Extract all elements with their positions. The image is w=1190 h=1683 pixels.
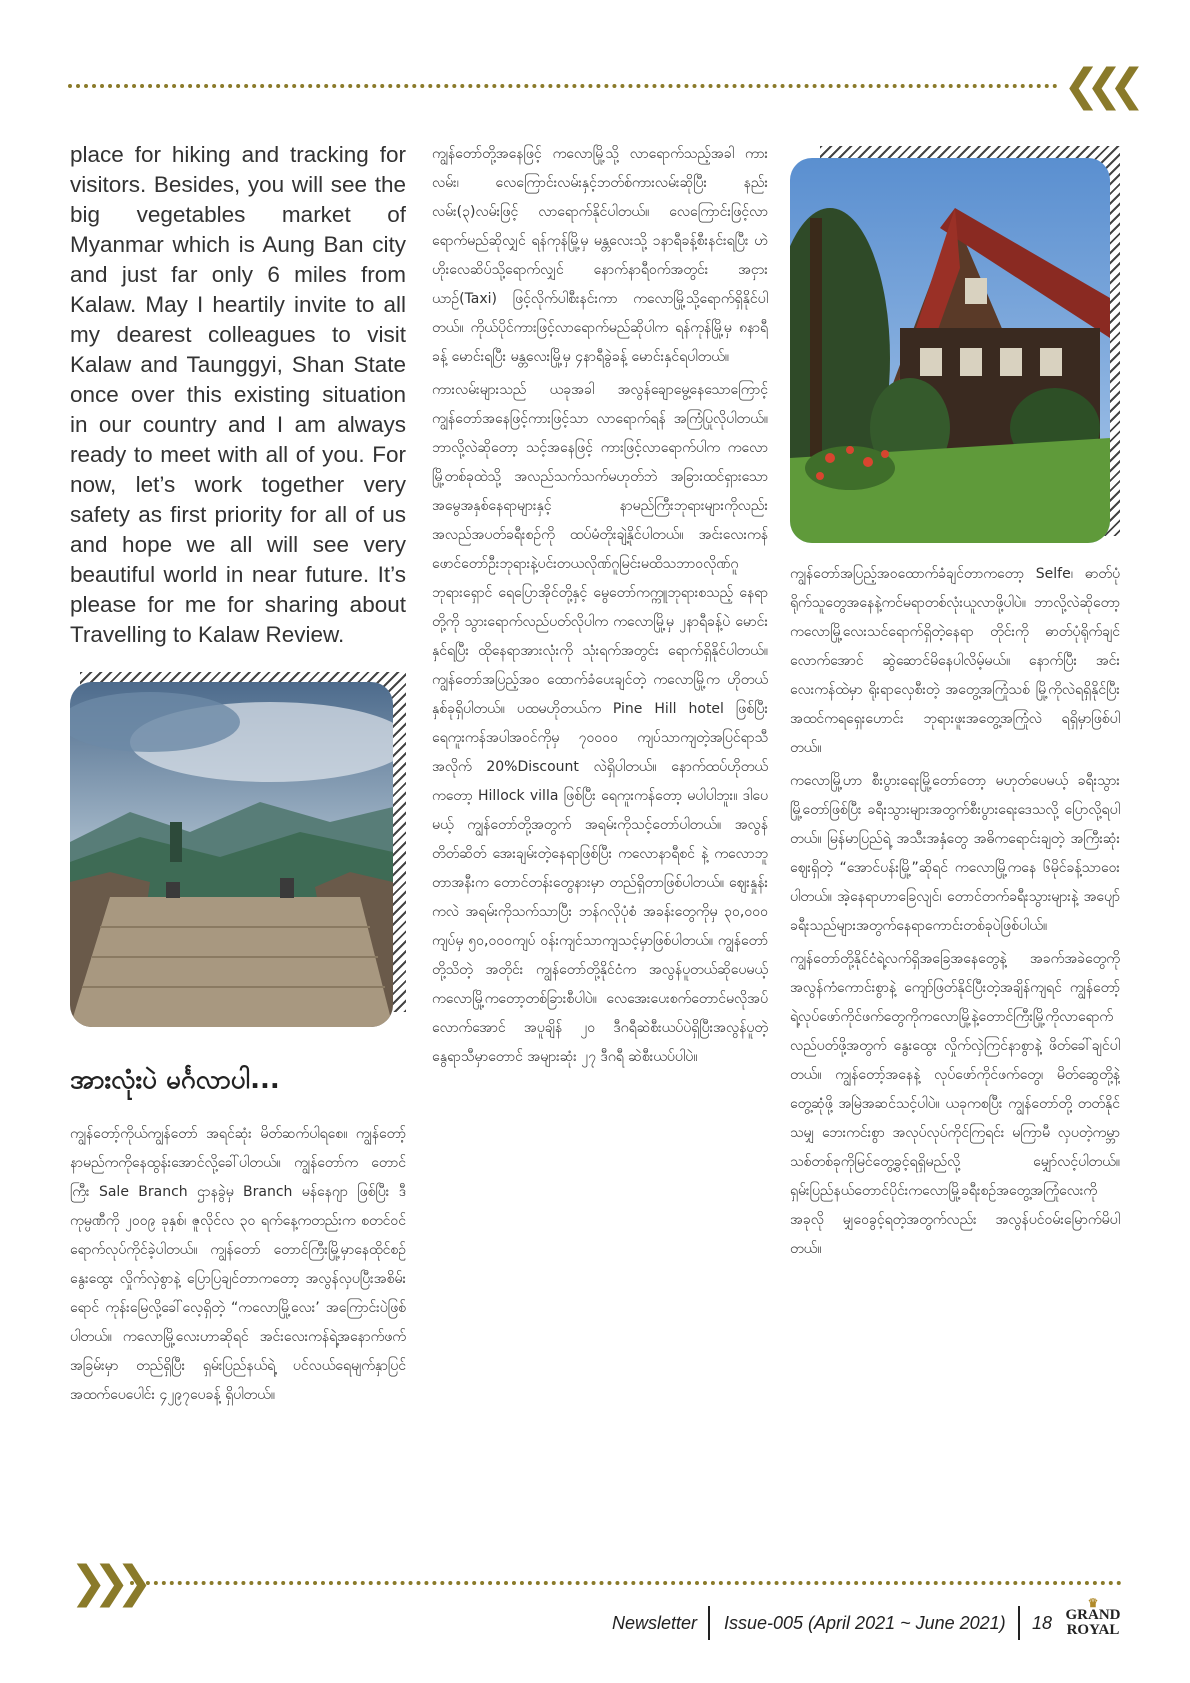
col3-myanmar-text [790,560,1120,1560]
col2-paragraph: ကားလမ်းများသည် ယခုအခါ အလွန်ချောမွေ့နေသောကြောင့်ကျွန်တော်အနေဖြင့်ကားဖြင့်သာ လာရောက်ရန် အကြံပြုလိုပါတယ်။ ဘာလို့လဲဆိုတော့ သင့်အနေဖြင့် ကားဖြင့်လာရောက်ပါက ကလောမြို့တစ်ခုထဲသို့ အလည်သက်သက်မဟုတ်ဘဲ အခြားထင်ရှားသောအမွေအနှစ်နေရာများနှင့် နာမည်ကြီးဘုရားများကိုလည်း အလည်အပတ်ခရီးစဉ်ကို ထပ်မံတိုးချဲ့နိုင်ပါတယ်။ အင်းလေးကန်ဖောင်တော်ဦးဘုရားနဲ့ပင်းတယလိုဏ်ဂူမြင်းမထိသဘာဝလိုဏ်ဂူဘုရားရှောင် ရေပြောအိုင်တို့နှင့် မွေတော်ကက္ကူဘုရားစသည့် နေရာတို့ကို သွားရောက်လည်ပတ်လိုပါက ကလောမြို့မှ ၂နာရီခန့်ပဲ မောင်းနှင်ရပြီး ထိုနေရာအားလုံးကို သုံးရက်အတွင်း ရောက်ရှိနိုင်ပါတယ်။ ကျွန်တော်အပြည့်အဝ ထောက်ခံပေးချင်တဲ့ ကလောမြို့က ဟိုတယ်နှစ်ခုရှိပါတယ်။ ပထမဟိုတယ်က Pine Hill hotel ဖြစ်ပြီး ရေကူးကန်အပါအဝင်ကိုမှ ၇၀၀၀၀ ကျပ်သာကျတဲ့အပြင်ရာသီအလိုက် 20%Discount လဲရှိပါတယ်။ နောက်ထပ်ဟိုတယ်ကတော့ Hillock villa ဖြစ်ပြီး ရေကူးကန်တော့ မပါပါဘူး။ ဒါပေမယ့် ကျွန်တော်တို့အတွက် အရမ်းကိုသင့်တော်ပါတယ်။ အလွန်တိတ်ဆိတ် အေးချမ်းတဲ့နေရာဖြစ်ပြီး ကလောနာရီစင် နဲ့ ကလောဘူတာအနီးက တောင်တန်းတွေနားမှာ တည်ရှိတာဖြစ်ပါတယ်။ ဈေးနှုန်းကလဲ အရမ်းကိုသက်သာပြီး ဘန်ဂလိုပုံစံ အခန်းတွေကိုမှ ၃၀,၀၀၀ ကျပ်မှ ၅၀,၀၀၀ကျပ် ဝန်းကျင်သာကျသင့်မှာဖြစ်ပါတယ်။ ကျွန်တော်တို့သိတဲ့ အတိုင်း ကျွန်တော်တို့နိုင်ငံက အလွန်ပူတယ်ဆိုပေမယ့် ကလောမြို့ကတော့တစ်ခြားစီပါပဲ။ လေအေးပေးစက်တောင်မလိုအပ်လောက်အောင် အပူချိန် ၂၀ ဒီဂရီဆဲစီးယပ်ပဲရှိပြီးအလွန်ပူတဲ့နွေရာသီမှာတောင် အများဆုံး ၂၇ ဒီဂရီ ဆဲစီးယပ်ပါပဲ။ [432,382,768,1065]
col2-paragraph: ကျွန်တော်တို့အနေဖြင့် ကလောမြို့သို့ လာရောက်သည့်အခါ ကားလမ်း၊ လေကြောင်းလမ်းနှင့်ဘတ်စ်ကားလမ်းဆိုပြီး နည်းလမ်း(၃)လမ်းဖြင့် လာရောက်နိုင်ပါတယ်။ လေကြောင်းဖြင့်လာရောက်မည်ဆိုလျှင် ရန်ကုန်မြို့မှ မန္တလေးသို့ ၁နာရီခန့်စီးနင်းရပြီး ဟဲဟိုးလေဆိပ်သို့ရောက်လျှင် နောက်နာရီဝက်အတွင်း အငှားယာဉ်(Taxi) ဖြင့်လိုက်ပါစီးနင်းကာ ကလောမြို့သို့ရောက်ရှိနိုင်ပါတယ်။ ကိုယ်ပိုင်ကားဖြင့်လာရောက်မည်ဆိုပါက ရန်ကုန်မြို့မှ ၈နာရီခန့် မောင်းရပြီး မန္တလေးမြို့မှ ၄နာရီခွဲခန့် မောင်းနှင်ရပါတယ်။ [432,146,768,365]
footer-divider [1018,1606,1020,1640]
footer-newsletter-label: Newsletter [612,1613,698,1633]
col3-paragraph: ကျွန်တော်တို့နိုင်ငံရဲ့လက်ရှိအခြေအနေတွေနဲ့ အခက်အခဲတွေကို အလွန်ကံကောင်းစွာနဲ့ ကျော်ဖြတ်နိုင်ပြီးတဲ့အချိန်ကျရင် ကျွန်တော့်ရဲ့လုပ်ဖော်ကိုင်ဖက်တွေကိုကလောမြို့နဲ့တောင်ကြီးမြို့ကိုလာရောက်လည်ပတ်ဖို့အတွက် နွေးထွေး လှိုက်လှဲကြင်နာစွာနဲ့ ဖိတ်ခေါ်ချင်ပါတယ်။ ကျွန်တော့်အနေနဲ့ လုပ်ဖော်ကိုင်ဖက်တွေ၊ မိတ်ဆွေတို့နဲ့တွေ့ဆုံဖို့ အမြဲအဆင်သင့်ပါပဲ။ ယခုကစပြီး ကျွန်တော်တို့ တတ်နိုင်သမျှ ဘေးကင်းစွာ အလုပ်လုပ်ကိုင်ကြရင်း မကြာမီ လှပတဲ့ကမ္ဘာသစ်တစ်ခုကိုမြင်တွေ့ခွင့်ရရှိမည်လို့ မျှော်လင့်ပါတယ်။ ရှမ်းပြည်နယ်တောင်ပိုင်းကလောမြို့ခရီးစဉ်အတွေ့အကြုံလေးကို အခုလို မျှဝေခွင့်ရတဲ့အတွက်လည်း အလွန်ပင်ဝမ်းမြောက်မိပါတယ်။ [790,951,1120,1257]
page-number: 18 [1032,1613,1053,1633]
section-heading: အားလုံးပဲ မင်္ဂလာပါ... [70,1065,280,1095]
logo-crown-icon: ♛ [1087,1596,1099,1610]
footer-divider [708,1606,710,1640]
col1-myanmar-paragraph: ကျွန်တော့်ကိုယ်ကျွန်တော် အရင်ဆုံး မိတ်ဆက်ပါရစေ။ ကျွန်တော့်နာမည်ကကိုနေထွန်းအောင်လို့ခေါ်ပါတယ်။ ကျွန်တော်က တောင်ကြီး Sale Branch ဌာနခွဲမှ Branch မန်နေဂျာ ဖြစ်ပြီး ဒီကုမ္ပဏီကို ၂၀၀၉ ခုနှစ်၊ ဇူလိုင်လ ၃၀ ရက်နေ့ကတည်းက စတင်ဝင်ရောက်လုပ်ကိုင်ခဲ့ပါတယ်။ ကျွန်တော် တောင်ကြီးမြို့မှာနေထိုင်စဉ် နွေးထွေး လှိုက်လှဲစွာနဲ့ ပြောပြချင်တာကတော့ အလွန်လှပပြီးအစိမ်းရောင် ကုန်းမြေလို့ခေါ်လေ့ရှိတဲ့ “ကလောမြို့လေး’ အကြောင်းပဲဖြစ်ပါတယ်။ ကလောမြို့လေးဟာဆိုရင် အင်းလေးကန်ရဲ့အနောက်ဖက်အခြမ်းမှာ တည်ရှိပြီး ရှမ်းပြည်နယ်ရဲ့ ပင်လယ်ရေမျက်နှာပြင်အထက်ပေပေါင်း ၄၂၉၇ပေခန့် ရှိပါတယ်။ [70,1126,406,1403]
logo-line2: ROYAL [1066,1622,1120,1638]
logo-line1: GRAND [1065,1607,1121,1623]
col3-paragraph: ကျွန်တော်အပြည့်အဝထောက်ခံချင်တာကတော့ Selfe၊ ဓာတ်ပုံရိုက်သူတွေအနေနဲ့ကင်မရာတစ်လုံးယူလာဖို့ပါပဲ။ ဘာလို့လဲဆိုတော့ ကလောမြို့လေးသင်ရောက်ရှိတဲ့နေရာ တိုင်းကို ဓာတ်ပုံရိုက်ချင်လောက်အောင် ဆွဲဆောင်မိနေပါလိမ့်မယ်။ နောက်ပြီး အင်းလေးကန်ထဲမှာ ရိုးရာလှေစီးတဲ့ အတွေ့အကြုံသစ် မြို့ကိုလဲရရှိနိုင်ပြီး အထင်ကရရှေးဟောင်း ဘုရားဖူးအတွေ့အကြုံလဲ ရရှိမှာဖြစ်ပါတယ်။ [790,566,1120,756]
col3-paragraph: ကလောမြို့ဟာ စီးပွားရေးမြို့တော်တော့ မဟုတ်ပေမယ့် ခရီးသွားမြို့တော်ဖြစ်ပြီး ခရီးသွားများအတွက်စီးပွားရေးဒေသလို့ ပြောလို့ရပါတယ်။ မြန်မာပြည်ရဲ့ အသီးအနှံတွေ အဓိကရောင်းချတဲ့ အကြီးဆုံးဈေးရှိတဲ့ “အောင်ပန်းမြို့”ဆိုရင် ကလောမြို့ကနေ ၆မိုင်ခန့်သာဝေးပါတယ်။ အဲ့နေရာဟာခြေလျင်၊ တောင်တက်ခရီးသွားများနဲ့ အပျော်ခရီးသည်များအတွက်နေရာကောင်းတစ်ခုပဲဖြစ်ပါယ်။ [790,773,1120,934]
grand-royal-logo [1060,1598,1126,1638]
english-paragraph: place for hiking and tracking for visitors. Besides, you will see the big vegetables market of Myanmar which is Aung Ban city and just far only 6 miles from Kalaw. May I heartily invite to all my dearest colleagues to visit Kalaw and Taunggyi, Shan State once over this existing situation in our country and I am always ready to meet with all of you. For now, let’s work together very safety as first priority for all of us and hope we all will see very beautiful world in near future. It’s please for me for sharing about Travelling to Kalaw Review. [70,142,406,647]
hotel-house-photo [790,158,1110,543]
footer-issue-label: Issue-005 (April 2021 ~ June 2021) [724,1613,1006,1633]
chevron-left-triple-icon: ❮❮❮ [1063,60,1132,111]
bottom-dotted-rule [130,1581,1122,1585]
col2-myanmar-text [432,140,768,1560]
mountain-viewpoint-photo [70,682,393,1027]
chevron-right-triple-icon: ❯❯❯ [70,1557,139,1608]
top-dotted-rule [68,84,1058,88]
